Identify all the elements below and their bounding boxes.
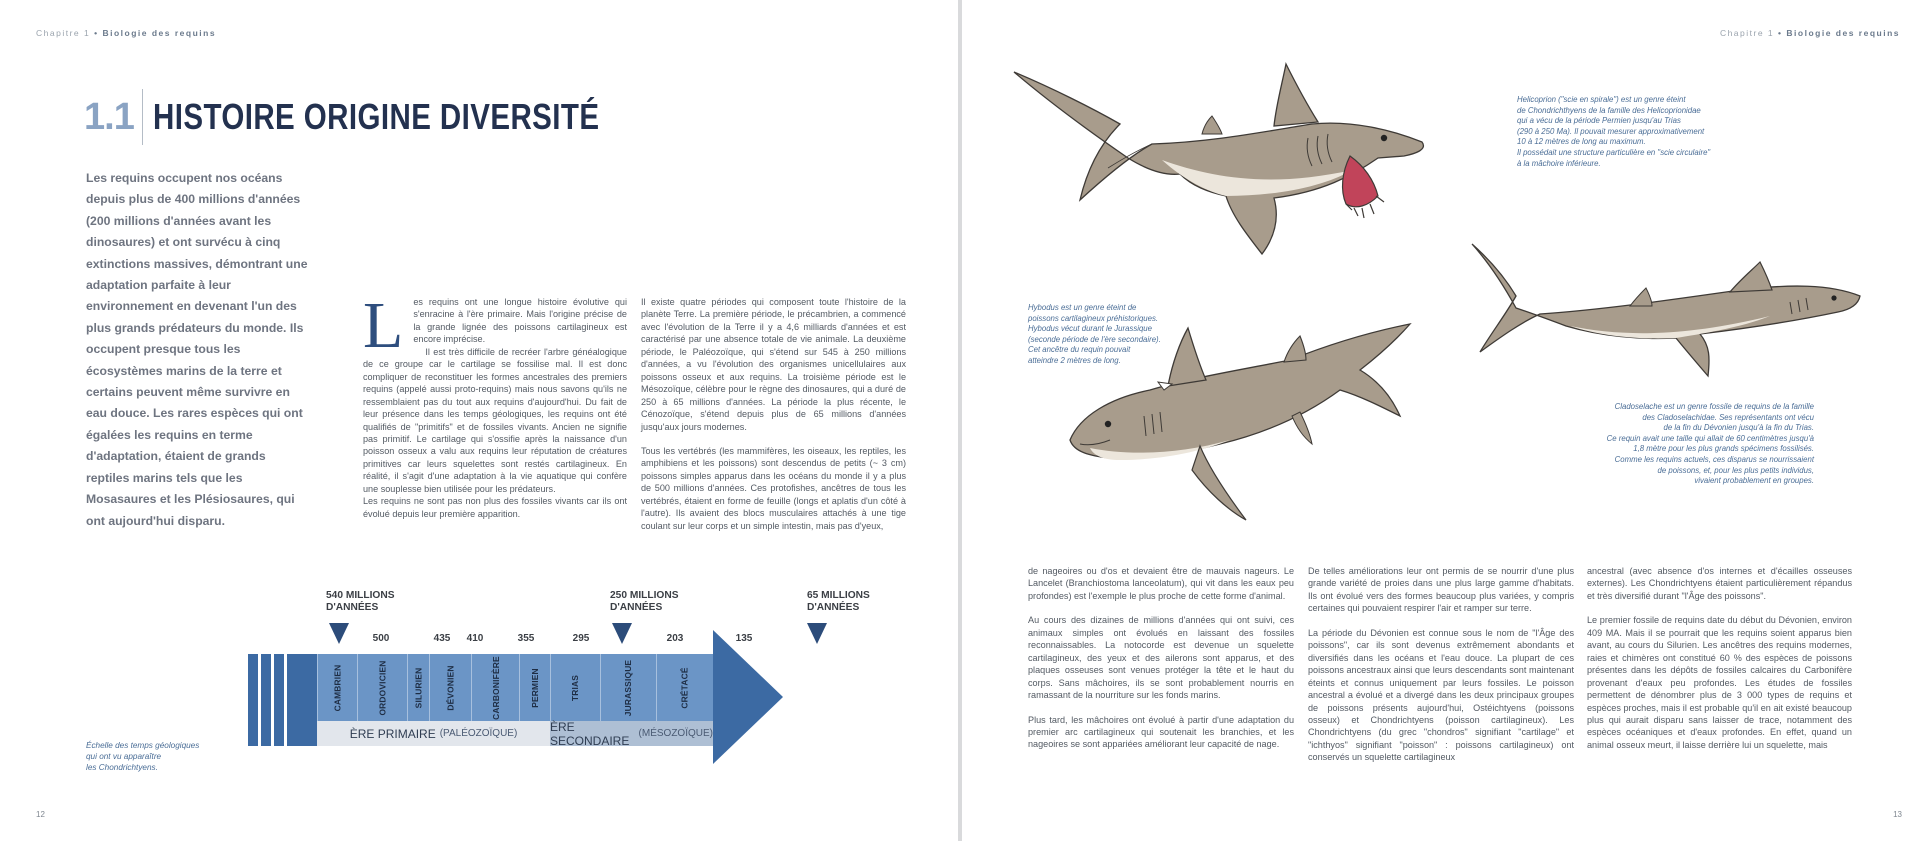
geologic-timeline	[240, 578, 900, 766]
period-cambrien: CAMBRIEN	[317, 654, 357, 721]
period-jurassique: JURASSIQUE	[600, 654, 656, 721]
cladoselache-illustration	[1470, 240, 1870, 390]
chapter-header-right	[1720, 28, 1900, 38]
era-secondaire: ÈRE SECONDAIRE (MÉSOZOÏQUE)	[550, 719, 713, 748]
paragraph: De telles améliorations leur ont permis de se nourrir d'une plus grande variété de proies dans une plus large gamme d'habitats. Ils ont évolué vers des formes beaucoup plus variées, y compris certaines qui pouvaient respirer l'air et ramper sur terre.	[1308, 566, 1574, 614]
timeline-marker-65	[807, 623, 827, 644]
paragraph: La période du Dévonien est connue sous le nom de "l'Âge des poissons", car ils sont devenus extrêmement abondants et diversifiés dans les océans et l'eau douce. La plupart de ces poissons ancestraux ainsi que leurs descendants sont maintenant éteints et connus uniquement par leurs fossiles. Le poisson ancestral a évolué et a divergé dans les deux principaux groupes de poissons présents aujourd'hui, Ostéichtyens (poissons osseux) et Chondrichtyens (poisson cartilagineux). Les Chondrichtyens (du grec "chondros" signifiant "cartilage" et "ichthyos" signifiant "poisson" : poissons cartilagineux) ont conservés un squelette cartilagineux	[1308, 627, 1574, 763]
paragraph: Tous les vertébrés (les mammifères, les oiseaux, les reptiles, les amphibiens et les poissons) sont descendus de petits (~ 3 cm) poissons simples apparus dans les océans du monde il y a plus de 500 millions d'années. Ces protofishes, ancêtres de tous les vertébrés, étaient en forme de feuille (longs et aplatis d'un côté à l'autre). Ils avaient des blocs musculaires attachés à une tige coulant sur leur corps et un simple intestin, mais pas d'yeux,	[641, 445, 906, 531]
helicoprion-illustration	[1012, 50, 1472, 260]
chapter-header-left	[36, 28, 216, 38]
section-title-block	[84, 92, 697, 142]
right-page	[962, 0, 1920, 841]
period-ordovicien: ORDOVICIEN	[357, 654, 407, 721]
boundary-label: 135	[735, 633, 753, 644]
period-trias: TRIAS	[550, 654, 600, 721]
timeline-marker-540	[329, 623, 349, 644]
chapter-title: Biologie des requins	[1786, 28, 1900, 38]
title-divider	[142, 89, 143, 145]
intro-paragraph: Les requins occupent nos océans depuis plus de 400 millions d'années (200 millions d'années avant les dinosaures) et ont survécu à cinq extinctions massives, démontrant une adaptation parfaite à leur environnement en devenant l'un des plus grands prédateurs du monde. Ils occupent presque tous les écosystèmes marins de la terre et certains peuvent même survivre en eau douce. Les rares espèces qui ont égalées les requins en terme d'adaptation, étaient de grands reptiles marins tels que les Mosasaures et les Plésiosaures, qui ont aujourd'hui disparu.	[86, 171, 308, 528]
cladoselache-caption: Cladoselache est un genre fossile de requins de la famille des Cladoselachidae. Ses représentants ont vécu de la fin du Dévonien jusqu'à la fin du Trias. Ce requin avait une taille qui allait de 60 centimètres jusqu'à 1,8 mètre pour les plus grands spécimens fossilisés. Comme les requins actuels, ces disparus se nourrissaient de poissons, et, pour les plus petits individus, vivaient probablement en groupes.	[1606, 402, 1814, 486]
section-title: HISTOIRE ORIGINE DIVERSITÉ	[152, 96, 600, 137]
timeline-marker-250	[612, 623, 632, 644]
era-primaire: ÈRE PRIMAIRE (PALÉOZOÏQUE)	[317, 721, 550, 746]
boundary-label: 435	[433, 633, 451, 644]
chapter-label: Chapitre 1	[1719, 28, 1775, 38]
page-number-right: 13	[1893, 810, 1902, 819]
right-column-3	[1587, 565, 1852, 751]
paragraph: Il est très difficile de recréer l'arbre généalogique de ce groupe car le cartilage se fossilise mal. Il est donc compliquer de reconstituer les formes ancestrales des premiers requins (appelé aussi proto-requins) mais nous savons qu'ils ne ressemblaient pas du tout aux requins d'aujourd'hui. Du fait de leur présence dans les temps géologiques, les requins ont été qualifiés de "primitifs" et de fossiles vivants. Ancien ne signifie pas primitif. Le cartilage qui s'ossifie après la naissance d'un poisson osseux a valu aux requins leur réputation de créatures primitives car leurs squelettes sont restés cartilagineux. En réalité, il s'agit d'une adaptation à la vie aquatique qui confère une souplesse bien utilisée pour les prédateurs.	[363, 346, 627, 494]
paragraph: Plus tard, les mâchoires ont évolué à partir d'une adaptation du premier arc cartilagineux qui soutenait les branchies, et les nageoires se sont appariées améliorant leur capacité de nage.	[1028, 714, 1294, 750]
left-page	[0, 0, 958, 841]
paragraph: Le premier fossile de requins date du début du Dévonien, environ 409 MA. Mais il se pourrait que les requins soient apparus bien avant, au cours du Silurien. Les ancêtres des requins modernes, raies et chimères ont constitué 60 % des espèces de poissons présentes dans les dépôts de fossiles calcaires du Carbonifère provenant d'eaux peu profondes. Les études de fossiles permettent de dénombrer plus de 3 000 types de requins et espèces proches, mais il est probable qu'il en ait existé beaucoup plus qui aurait disparu sans laisser de trace, notamment des espèces océaniques et d'eaux profondes. En effet, quand un animal osseux meurt, il laisse derrière lui un squelette, mais	[1587, 615, 1852, 750]
helicoprion-caption: Helicoprion ("scie en spirale") est un genre éteint de Chondrichthyens de la famille des Helicoprionidae qui a vécu de la période Permien jusqu'au Trias (290 à 250 Ma). Il pouvait mesurer approximativement 10 à 12 mètres de long au maximum. Il possédait une structure particulière en "scie circulaire" à la mâchoire inférieure.	[1517, 95, 1711, 168]
boundary-label: 295	[572, 633, 590, 644]
timeline-stripe	[248, 654, 258, 746]
chapter-separator: •	[94, 28, 99, 38]
right-column-2	[1308, 565, 1574, 764]
timeline-stripe	[274, 654, 284, 746]
timeline-caption: Échelle des temps géologiques qui ont vu apparaître les Chondrichtyens.	[86, 741, 200, 772]
hybodus-caption: Hybodus est un genre éteint de poissons cartilagineux préhistoriques. Hybodus vécut durant le Jurassique (seconde période de l'ère secondaire). Cet ancêtre du requin pouvait atteindre 2 mètres de long.	[1028, 303, 1161, 365]
timeline-stripe	[287, 654, 317, 746]
period-devonien: DÉVONIEN	[429, 654, 471, 721]
left-column-1	[363, 289, 627, 520]
period-silurien: SILURIEN	[407, 654, 429, 721]
boundary-label: 500	[372, 633, 390, 644]
paragraph: de nageoires ou d'os et devaient être de mauvais nageurs. Le Lancelet (Branchiostoma lanceolatum), qui vit dans les eaux peu profondes) est l'exemple le plus proche de cette forme d'animal.	[1028, 566, 1294, 601]
left-column-2	[641, 296, 906, 532]
timeline-marker-label: 250 MILLIONS D'ANNÉES	[610, 590, 679, 613]
page-number-left: 12	[36, 810, 45, 819]
boundary-label: 203	[666, 633, 684, 644]
section-number: 1.1	[84, 95, 134, 138]
period-permien: PERMIEN	[519, 654, 550, 721]
timeline-marker-label: 65 MILLIONS D'ANNÉES	[807, 590, 870, 613]
paragraph: Au cours des dizaines de millions d'années qui ont suivi, ces animaux simples ont évolués en laissant des fossiles reconnaissables. La notocorde est devenue un squelette cartilagineux, des yeux et des ailerons sont apparus, et des plaques osseuses sont venues protéger la tête et le haut du corps. Sans mâchoires, ils se sont probablement nourris en ramassant de la nourriture sur les fonds marins.	[1028, 615, 1294, 701]
boundary-label: 410	[466, 633, 484, 644]
right-column-1	[1028, 565, 1294, 751]
chapter-separator: •	[1778, 28, 1783, 38]
chapter-label: Chapitre 1	[36, 28, 91, 38]
timeline-arrowhead	[713, 630, 793, 764]
timeline-stripe	[261, 654, 271, 746]
paragraph: ancestral (avec absence d'os internes et d'écailles osseuses externes). Les Chondrichtyens étaient particulièrement répandus et très diversifié durant "l'Âge des poissons".	[1587, 566, 1852, 601]
timeline-marker-label: 540 MILLIONS D'ANNÉES	[326, 590, 395, 613]
boundary-label: 355	[517, 633, 535, 644]
period-cretace: CRÉTACÉ	[656, 654, 713, 721]
period-carbonifere: CARBONIFÈRE	[471, 654, 519, 721]
paragraph: Les requins ne sont pas non plus des fossiles vivants car ils ont évolué depuis leur première apparition.	[363, 496, 627, 519]
paragraph: es requins ont une longue histoire évolutive qui s'enracine à l'ère primaire. Mais l'origine précise de la grande lignée des poissons cartilagineux est encore imprécise.	[413, 297, 627, 345]
paragraph: Il existe quatre périodes qui composent toute l'histoire de la planète Terre. La première période, le précambrien, a commencé avec l'évolution de la Terre il y a 4,6 milliards d'années et est caractérisé par une absence totale de vie animale. La deuxième période, le Paléozoïque, qui s'étend sur 545 à 250 millions d'années, a vu l'évolution des organismes unicellulaires aux poissons osseux et aux requins. La troisième période est le Mésozoïque, célèbre pour le règne des dinosaures, qui a duré de 250 à 65 millions d'années. La période la plus récente, le Cénozoïque, s'étend depuis plus de 65 millions d'années jusqu'aux jours modernes.	[641, 297, 906, 432]
drop-cap: L	[363, 289, 404, 362]
chapter-title: Biologie des requins	[102, 28, 217, 38]
